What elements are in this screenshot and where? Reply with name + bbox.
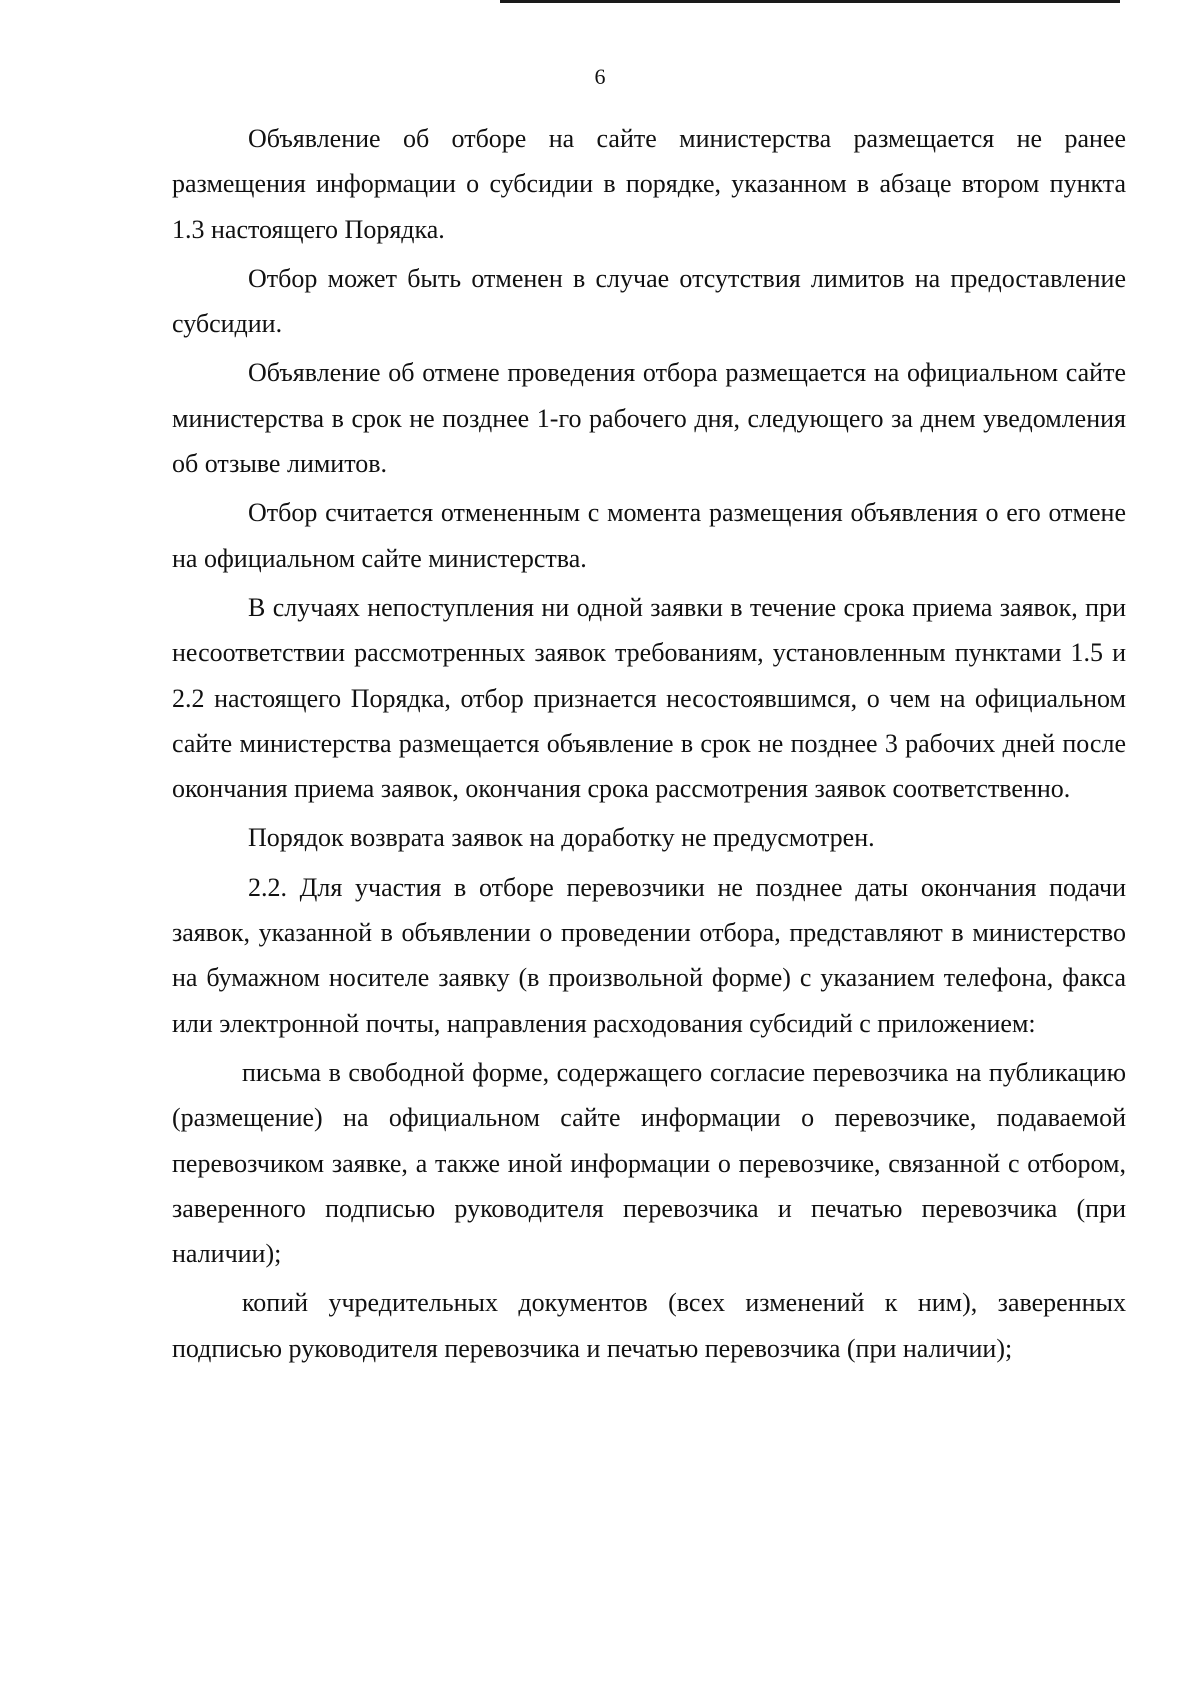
paragraph-cancellation-notice: Объявление об отмене проведения отбора размещается на официальном сайте министерства в срок не позднее 1-го рабочего дня, следующего за днем уведомления об отзыве лимитов.	[172, 358, 1126, 479]
document-body	[172, 116, 1126, 1375]
paragraph-failed-selection: В случаях непоступления ни одной заявки в течение срока приема заявок, при несоответствии рассмотренных заявок требованиям, установленным пунктами 1.5 и 2.2 настоящего Порядка, отбор признается несостоявшимся, о чем на официальном сайте министерства размещается объявление в срок не позднее 3 рабочих дней после окончания приема заявок, окончания срока рассмотрения заявок соответственно.	[172, 592, 1126, 804]
paragraph-consent-letter: письма в свободной форме, содержащего согласие перевозчика на публикацию (размещение) на официальном сайте информации о перевозчике, подаваемой перевозчиком заявке, а также иной информации о перевозчике, связанной с отбором, заверенного подписью руководителя перевозчика и печатью перевозчика (при наличии);	[172, 1057, 1126, 1269]
paragraph-announcement: Объявление об отборе на сайте министерства размещается не ранее размещения информации о субсидии в порядке, указанном в абзаце втором пункта 1.3 настоящего Порядка.	[172, 124, 1126, 244]
paragraph-cancellation: Отбор может быть отменен в случае отсутствия лимитов на предоставление субсидии.	[172, 263, 1126, 339]
top-border-line	[500, 0, 1120, 3]
paragraph-section-2-2: 2.2. Для участия в отборе перевозчики не позднее даты окончания подачи заявок, указанной в объявлении о проведении отбора, представляют в министерство на бумажном носителе заявку (в произвольной форме) с указанием телефона, факса или электронной почты, направления расходования субсидий с приложением:	[172, 872, 1126, 1038]
paragraph-founding-documents: копий учредительных документов (всех изменений к ним), заверенных подписью руководителя перевозчика и печатью перевозчика (при наличии);	[172, 1288, 1126, 1363]
page-number: 6	[594, 64, 606, 89]
paragraph-no-rework: Порядок возврата заявок на доработку не предусмотрен.	[248, 823, 875, 853]
paragraph-cancelled-status: Отбор считается отмененным с момента размещения объявления о его отмене на официальном сайте министерства.	[172, 498, 1126, 573]
